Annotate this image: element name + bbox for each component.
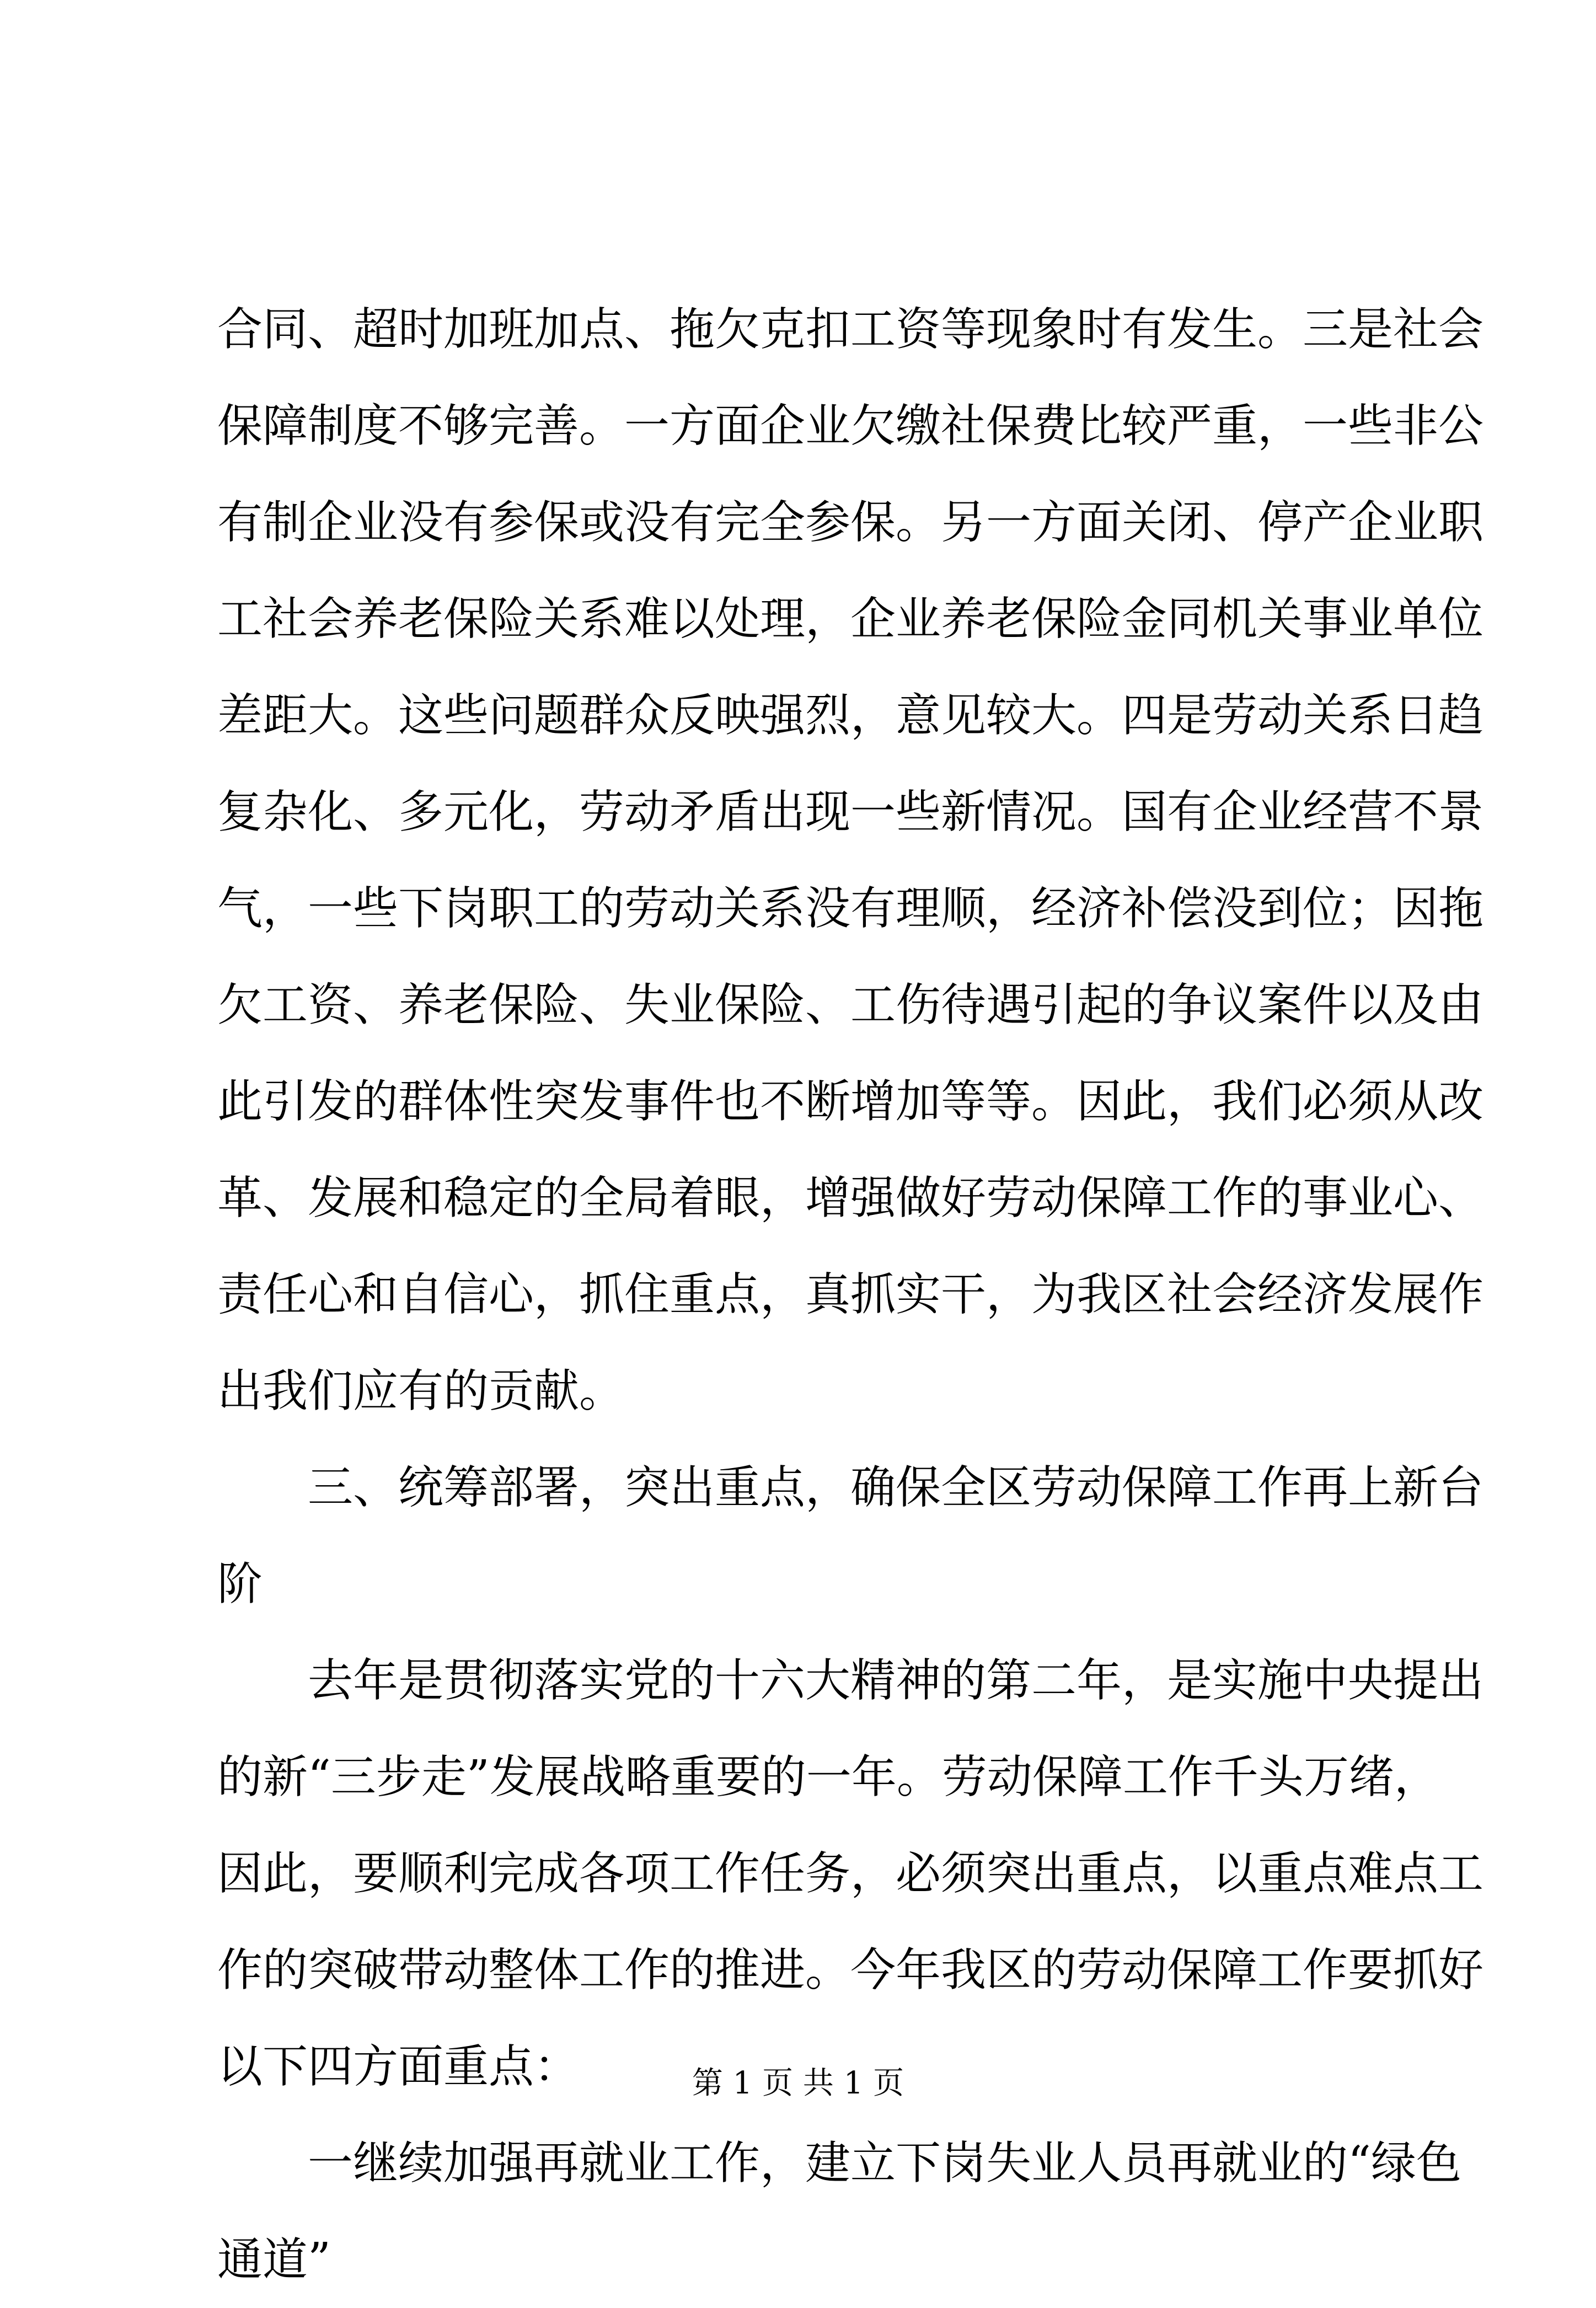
section-heading-continuation: 阶 (217, 1558, 263, 1610)
text-line: 因此，要顺利完成各项工作任务，必须突出重点，以重点难点工 (217, 1848, 1484, 1900)
text-line: 的新“三步走”发展战略重要的一年。劳动保障工作千头万绪， (217, 1751, 1439, 1803)
text-line: 出我们应有的贡献。 (217, 1365, 625, 1417)
text-line: 去年是贯彻落实党的十六大精神的第二年，是实施中央提出 (308, 1654, 1484, 1707)
section-heading: 三、统筹部署，突出重点，确保全区劳动保障工作再上新台 (308, 1461, 1484, 1514)
text-line: 责任心和自信心，抓住重点，真抓实干，为我区社会经济发展作 (217, 1268, 1484, 1321)
text-line: 革、发展和稳定的全局着眼，增强做好劳动保障工作的事业心、 (217, 1172, 1484, 1224)
text-line: 欠工资、养老保险、失业保险、工伤待遇引起的争议案件以及由 (217, 979, 1484, 1031)
text-line: 复杂化、多元化，劳动矛盾出现一些新情况。国有企业经营不景 (217, 786, 1484, 838)
text-line: 工社会养老保险关系难以处理，企业养老保险金同机关事业单位 (217, 593, 1484, 645)
text-line: 差距大。这些问题群众反映强烈，意见较大。四是劳动关系日趋 (217, 689, 1484, 742)
text-line: 作的突破带动整体工作的推进。今年我区的劳动保障工作要抓好 (217, 1944, 1484, 1996)
text-line: 以下四方面重点： (217, 2041, 580, 2093)
subsection-heading: 一继续加强再就业工作，建立下岗失业人员再就业的“绿色 (308, 2137, 1461, 2189)
text-line: 气，一些下岗职工的劳动关系没有理顺，经济补偿没到位；因拖 (217, 882, 1484, 935)
text-line: 有制企业没有参保或没有完全参保。另一方面关闭、停产企业职 (217, 496, 1484, 549)
subsection-heading-continuation: 通道” (217, 2234, 331, 2286)
text-line: 此引发的群体性突发事件也不断增加等等。因此，我们必须从改 (217, 1075, 1484, 1128)
text-line: 合同、超时加班加点、拖欠克扣工资等现象时有发生。三是社会 (217, 303, 1484, 356)
document-body (217, 281, 1484, 2308)
page-footer: 第 1 页 共 1 页 (692, 2065, 904, 2101)
text-line: 保障制度不够完善。一方面企业欠缴社保费比较严重，一些非公 (217, 400, 1484, 452)
